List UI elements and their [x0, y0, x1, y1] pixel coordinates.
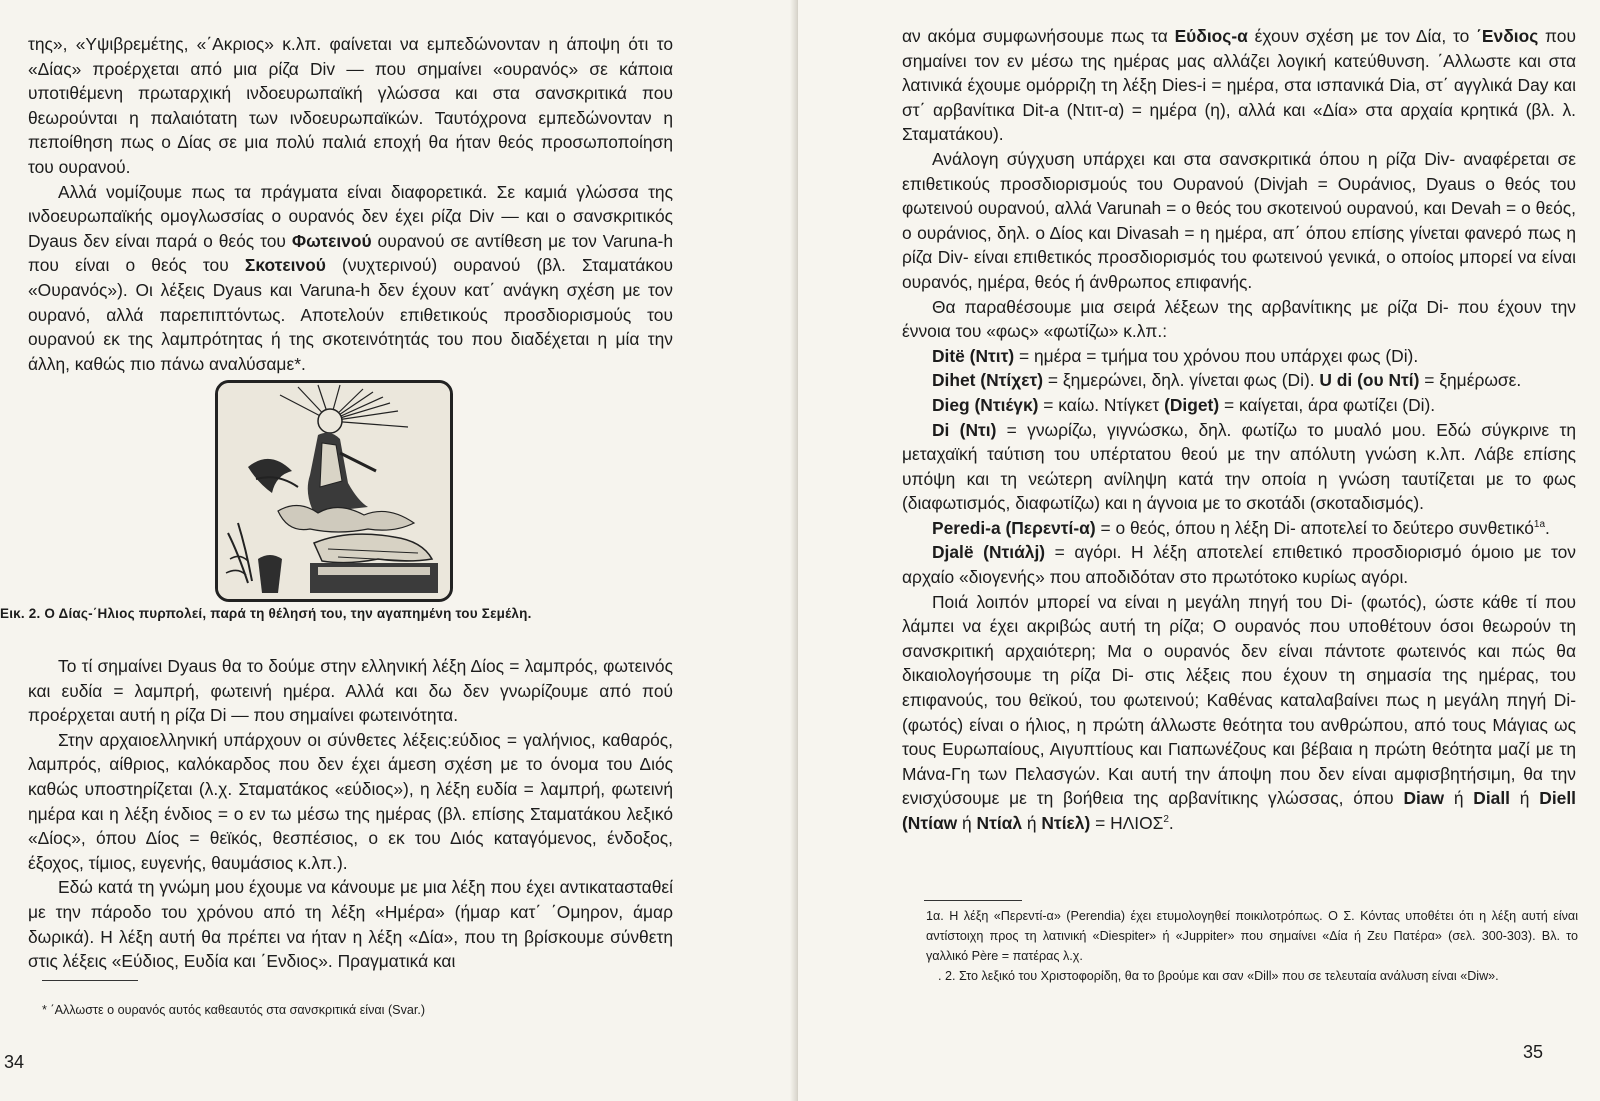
footnote-ref: 2	[1163, 814, 1169, 826]
paragraph: Στην αρχαιοελληνική υπάρχουν οι σύνθετες λέξεις:εύδιος = γαλήνιος, καθαρός, λαμπρός, αίθριος, καλόκαρδος που δεν έχει άμεση σχέση με το όνομα του Διός καθώς υποστηρίζεται (λ.χ. Σταματάκος «εύδιος»), η λέξη ευδία = λαμπρή, φωτεινή ημέρα και η λέξη ένδιος = ο εν τω μέσω της ημέρας (βλ. επίσης Σταματάκου λεξικό «Δίος», όπου Δίος = θεϊκός, θεσπέσιος, ο εκ του Διός καταγόμενος, ένδοξος, έξοχος, τίμιος, ευγενής, θαυμάσιος κ.λπ.).	[28, 729, 673, 873]
page-number: 34	[4, 1052, 25, 1072]
left-bottom-text	[28, 654, 673, 974]
word-entry: Di (Ντι) = γνωρίζω, γιγνώσκω, δηλ. φωτίζω το μυαλό μου. Εδώ σύγκρινε τη μεταχαϊκή ταύτιση του υπέρτατου θεού με την απόλυτη γνώση κ.λπ. Λάβε επίσης υπόψη και τη νεώτερη ανίληψη κατά την οποία η γνώση ταυτίζεται με το φως (διαφωτισμός, διαφωτίζω) και η άγνοια με το σκοτάδι (σκοταδισμός).	[902, 419, 1576, 514]
paragraph: Θα παραθέσουμε μια σειρά λέξεων της αρβανίτικης με ρίζα Di- που έχουν την έννοια του «φως» «φωτίζω» κ.λπ.:	[902, 296, 1576, 342]
right-page	[798, 0, 1600, 1101]
right-main-text	[902, 24, 1576, 836]
engraving-figure	[215, 380, 453, 602]
figure-caption: Εικ. 2. Ο Δίας-΄Ηλιος πυρπολεί, παρά τη θέλησή του, την αγαπημένη του Σεμέλη.	[0, 606, 532, 621]
left-top-text	[28, 32, 673, 376]
footnote-rule	[42, 980, 138, 981]
paragraph: Ποιά λοιπόν μπορεί να είναι η μεγάλη πηγή του Di- (φωτός), ώστε κάθε τί που λάμπει να έχει ακριβώς αυτή τη ρίζα; Ο ουρανός που υποθέτουν όσοι θεωρούν τη σανσκριτική αρχαιότερη; Μα ο ουρανός δεν είναι πάντοτε φωτεινός και πώς θα δικαιολογήσουμε τη ρίζα Di- στις λέξεις που έχουν τη σημασία της ημέρας, του επιφανούς, του θεϊκού, του φωτεινού; Καθένας καταλαβαίνει πως η μεγάλη πηγή Di- (φωτός) είναι ο ήλιος, η πρώτη άλλωστε θεότητα του ανθρώπου, από τους Μάγιας ως τους Ευρωπαίους, Αιγυπτίους και Γιαπωνέζους και βέβαια η πρώτη θεότητα μαζί με τη Μάνα-Γη των Πελασγών. Και αυτή την άποψη που δεν είναι αμφισβητήσιμη, θα την ενισχύσουμε με τη βοήθεια της αρβανίτικης γλώσσας, όπου Diaw ή Diall ή Diell (Ντίαw ή Ντίαλ ή $N\tau ί\varepsilon\lambda) = H\Lambda IO\Sigma^2$.	[902, 591, 1576, 833]
word-entry: Dieg (Ντιέγκ) = καίω. Ντίγκετ (Diget) = καίγεται, άρα φωτίζει (Di).	[932, 394, 1436, 415]
paragraph: Εδώ κατά τη γνώμη μου έχουμε να κάνουμε με μια λέξη που έχει αντικατασταθεί με την πάροδο του χρόνου από τη λέξη «Ημέρα» (ήμαρ κατ΄ ΄Ομηρον, άμαρ δωρικά). Η λέξη αυτή θα πρέπει να ήταν η λέξη «Δία», που τη βρίσκουμε σύνθετη στις λέξεις «Εύδιος, Ευδία και ΄Ενδιος». Πραγματικά και	[28, 877, 673, 972]
paragraph: της», «Υψιβρεμέτης, «΄Ακριος» κ.λπ. φαίνεται να εμπεδώνονταν η άποψη ότι το «Δίας» προέρχεται από μια ρίζα Div — που σημαίνει «ουρανός» σε κάποια υποτιθέμενη πρωταρχική ινδοευρωπαϊκή γλώσσα και στα σανσκριτικά που θεωρούνται η παλαιότατη των ινδοευρωπαϊκών. Ταυτόχρονα εμπεδώνονταν η πεποίθηση πως ο Δίας σε μια πολύ παλιά εποχή θα ήταν θεός προσωποποίηση του ουρανού.	[28, 34, 673, 177]
zeus-helios-engraving	[218, 383, 450, 599]
footnote: * ΄Αλλωστε ο ουρανός αυτός καθεαυτός στα σανσκριτικά είναι (Svar.)	[42, 1003, 426, 1017]
paragraph: Το τί σημαίνει Dyaus θα το δούμε στην ελληνική λέξη Δίος = λαμπρός, φωτεινός και ευδία = λαμπρή, φωτεινή ημέρα. Αλλά και δω δεν γνωρίζουμε από πού προέρχεται αυτή η ρίζα Di — που σημαίνει φωτεινότητα.	[28, 656, 673, 726]
footnote-ref: 1a	[1533, 519, 1546, 531]
word-entry: Ditë (Ντιτ) = ημέρα = τμήμα του χρόνου που υπάρχει φως (Di).	[932, 345, 1419, 366]
paragraph: Αλλά νομίζουμε πως τα πράγματα είναι διαφορετικά. Σε καμιά γλώσσα της ινδοευρωπαϊκής ομογλωσσίας ο ουρανός δεν έχει ρίζα Div — και ο σανσκριτικός Dyaus δεν είναι παρά ο θεός του Φωτεινού ουρανού σε αντίθεση με τον Varuna-h που είναι ο θεός του Σκοτεινού (νυχτερινού) ουρανού (βλ. Σταματάκου «Ουρανός»). Οι λέξεις Dyaus και Varuna-h δεν έχουν κατ΄ ανάγκη σχέση με τον ουρανό, αλλά παρεπιπτόντως. Αποτελούν επιθετικούς προσδιορισμούς του ουρανού εκ της λαμπρότητας ή της σκοτεινότητάς του που διαδέχεται η μία την άλλη, καθώς πιο πάνω αναλύσαμε*.	[28, 181, 674, 374]
word-entry: Peredi-a (Περεντί-α) = ο θεός, όπου η λέξη Di- αποτελεί το δεύτερο συνθετικό$^{1a}$.	[932, 517, 1550, 538]
left-page	[0, 0, 798, 1101]
paragraph: αν ακόμα συμφωνήσουμε πως τα Εύδιος-α έχουν σχέση με τον Δία, το ΄Ενδιος που σημαίνει τον εν μέσω της ημέρας μας αλλάζει λογική κατεύθυνση. ΄Αλλωστε και στα λατινικά έχουμε ομόρριζη τη λέξη Dies-i = ημέρα, στα ισπανικά Dia, στ΄ αγγλικά Day και στ΄ αρβανίτικα Dit-a (Ντιτ-α) = ημέρα (η), αλλά και «Δία» στα αρχαία κρητικά (βλ. λ. Σταματάκου).	[902, 26, 1576, 145]
paragraph: Ανάλογη σύγχυση υπάρχει και στα σανσκριτικά όπου η ρίζα Div- αναφέρεται σε επιθετικούς προσδιορισμούς του Ουρανού (Divjah = Ουράνιος, Dyaus ο θεός του φωτεινού ουρανού, αλλά Varunah = ο θεός του σκοτεινού ουρανού, και Devah = ο θεός, ο ουράνιος, δηλ. ο Δίος και Divasah = η ημέρα, απ΄ όπου επίσης γίνεται φανερό πως η ρίζα Div- είναι επιθετικός προσδιορισμός του φωτεινού γενικά, ο οποίος μπορεί να είναι ουρανός, ημέρα, θεός ή άνθρωπος επιφανής.	[902, 148, 1576, 292]
word-entry: Djalë (Ντιάλj) = αγόρι. Η λέξη αποτελεί επιθετικό προσδιορισμό όμοιο με τον αρχαίο «διογενής» που αποδιδόταν στο πρωτότοκο κυρίως αγόρι.	[902, 542, 1576, 588]
footnote: . 2. Στο λεξικό του Χριστοφορίδη, θα το βρούμε και σαν «Dill» που σε τελευταία ανάλυση είναι «Diw».	[938, 969, 1499, 983]
footnote: 1α. Η λέξη «Περεντί-α» (Perendia) έχει ετυμολογηθεί ποικιλοτρόπως. Ο Σ. Κόντας υποθέτει ότι η λέξη αυτή είναι αντίστοιχη προς τη λατινική «Diespiter» ή «Juppiter» που σημαίνει «Δία ή Ζευ Πατέρα» (σελ. 300-303). Βλ. το γαλλικό Père = πατέρας λ.χ.	[926, 909, 1578, 963]
footnote-rule	[924, 900, 1022, 901]
footnotes	[926, 906, 1578, 986]
page-number: 35	[1523, 1042, 1544, 1062]
word-entry: Dihet (Ντίχετ) = ξημερώνει, δηλ. γίνεται φως (Di). U di (ου Ντί) = ξημέρωσε.	[932, 370, 1522, 391]
